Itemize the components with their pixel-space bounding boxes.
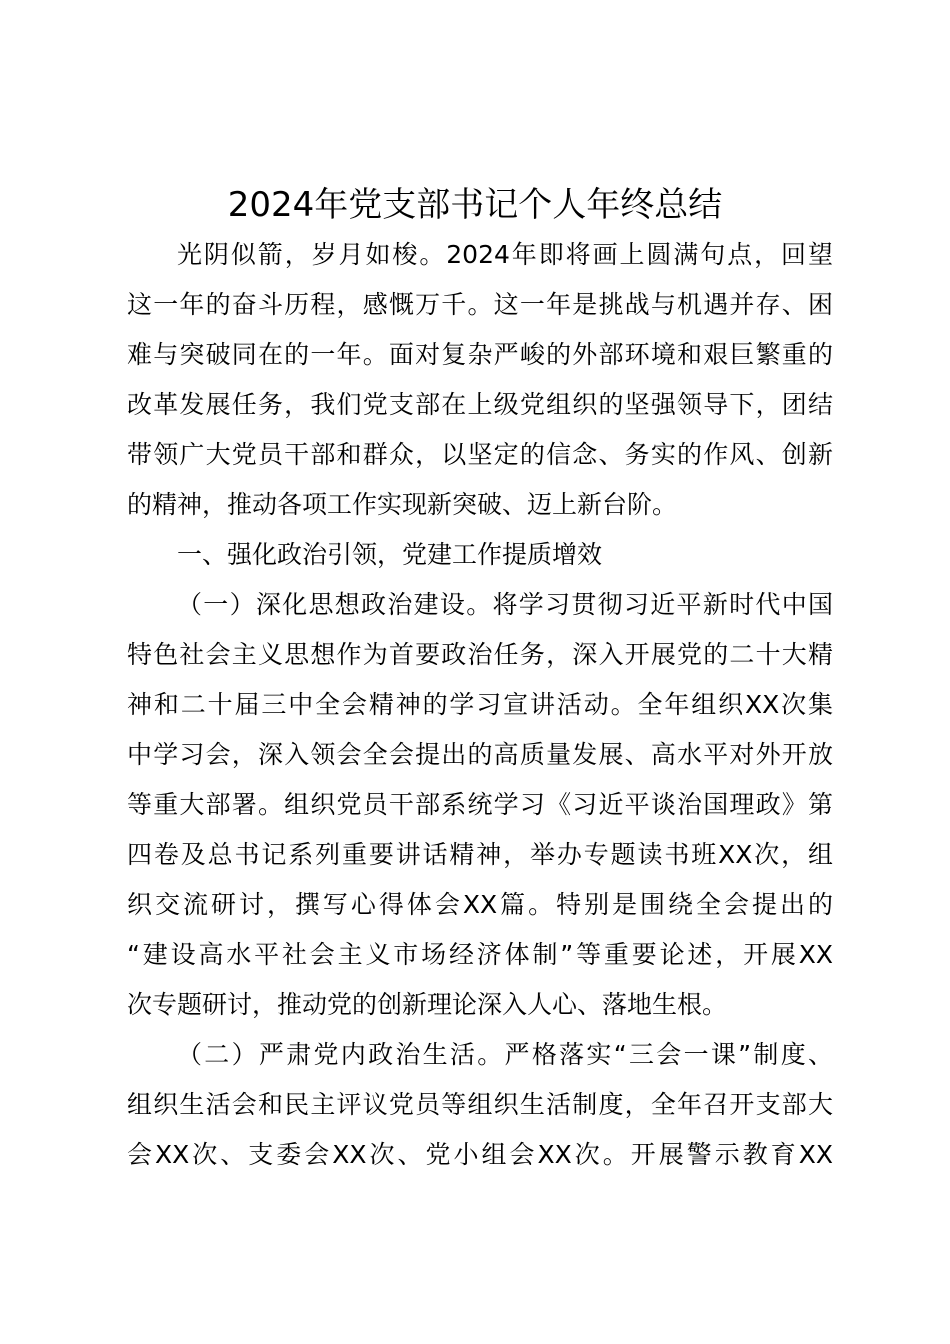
paragraph-line: 改革发展任务，我们党支部在上级党组织的坚强领导下，团结 (127, 390, 833, 419)
paragraph-line: 难与突破同在的一年。面对复杂严峻的外部环境和艰巨繁重的 (127, 340, 833, 369)
paragraph-line: 这一年的奋斗历程，感慨万千。这一年是挑战与机遇并存、困 (127, 290, 833, 319)
paragraph-line: 织交流研讨，撰写心得体会XX篇。特别是围绕全会提出的 (127, 890, 833, 919)
paragraph-line: 光阴似箭，岁月如梭。2024年即将画上圆满句点，回望 (177, 240, 833, 269)
paragraph-line: （一）深化思想政治建设。将学习贯彻习近平新时代中国 (177, 590, 833, 619)
paragraph-line: 特色社会主义思想作为首要政治任务，深入开展党的二十大精 (127, 640, 833, 669)
paragraph-line: 带领广大党员干部和群众，以坚定的信念、务实的作风、创新 (127, 440, 833, 469)
paragraph-line: 神和二十届三中全会精神的学习宣讲活动。全年组织XX次集 (127, 690, 833, 719)
section-heading: 一、强化政治引领，党建工作提质增效 (177, 540, 603, 569)
document-title: 2024年党支部书记个人年终总结 (227, 185, 723, 225)
paragraph-line: 组织生活会和民主评议党员等组织生活制度，全年召开支部大 (127, 1090, 833, 1119)
paragraph-line: 四卷及总书记系列重要讲话精神，举办专题读书班XX次，组 (127, 840, 833, 869)
paragraph-line: 中学习会，深入领会全会提出的高质量发展、高水平对外开放 (127, 740, 833, 769)
paragraph-line: 等重大部署。组织党员干部系统学习《习近平谈治国理政》第 (127, 790, 833, 819)
paragraph-line: 次专题研讨，推动党的创新理论深入人心、落地生根。 (127, 990, 728, 1019)
paragraph-line: “建设高水平社会主义市场经济体制”等重要论述，开展XX (127, 940, 833, 969)
paragraph-line: （二）严肃党内政治生活。严格落实“三会一课”制度、 (177, 1040, 833, 1069)
paragraph-line: 会XX次、支委会XX次、党小组会XX次。开展警示教育XX (127, 1140, 833, 1169)
paragraph-line: 的精神，推动各项工作实现新突破、迈上新台阶。 (127, 490, 678, 519)
